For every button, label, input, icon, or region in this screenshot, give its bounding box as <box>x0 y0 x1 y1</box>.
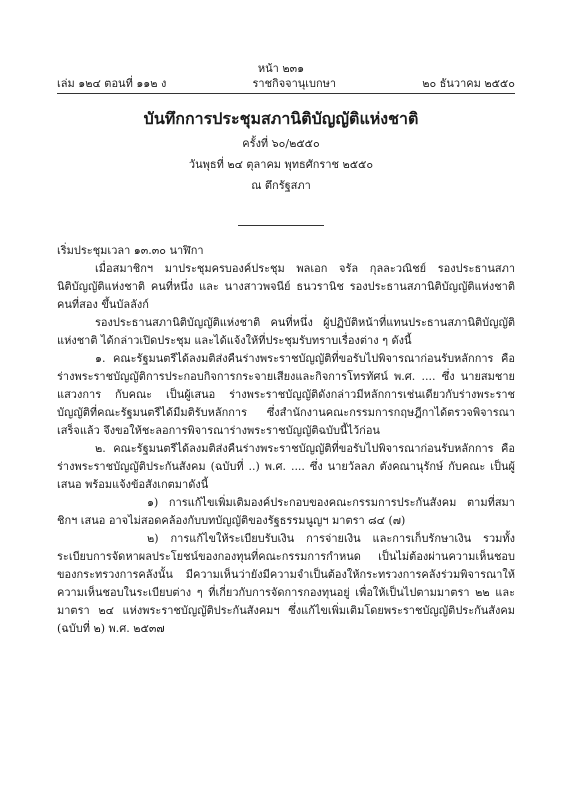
paragraph-subitem-2: ๒) การแก้ไขให้ระเบียบรับเงิน การจ่ายเงิน และการเก็บรักษาเงิน รวมทั้งระเบียบการจัดหาผลประโยชน์ของกองทุนที่คณะกรรมการกำหนด เป็นไม่ต้องผ่านความเห็นชอบของกระทรวงการคลังนั้น มีความเห็นว่ายังมีความจำเป็นต้องให้กระทรวงการคลังร่วมพิจารณาให้ความเห็นชอบในระเบียบต่าง ๆ ที่เกี่ยวกับการจัดการกองทุนอยู่ เพื่อให้เป็นไปตามมาตรา ๒๒ และ มาตรา ๒๔ แห่งพระราชบัญญัติประกันสังคมฯ ซึ่งแก้ไขเพิ่มเติมโดยพระราชบัญญัติประกันสังคม (ฉบับที่ ๒) พ.ศ. ๒๕๓๗ <box>57 532 515 635</box>
meeting-number: ครั้งที่ ๖๐/๒๕๕๐ <box>242 137 320 150</box>
start-time: เริ่มประชุมเวลา ๑๓.๓๐ นาฬิกา <box>57 244 204 257</box>
paragraph-announcement: รองประธานสภานิติบัญญัติแห่งชาติ คนที่หนึ่ง ผู้ปฏิบัติหน้าที่แทนประธานสภานิติบัญญัติแห่งชาติ ได้กล่าวเปิดประชุม และได้แจ้งให้ที่ประชุมรับทราบเรื่องต่าง ๆ ดังนี้ <box>57 316 515 347</box>
document-title: บันทึกการประชุมสภานิติบัญญัติแห่งชาติ <box>143 109 419 128</box>
meeting-date: วันพุธที่ ๒๔ ตุลาคม พุทธศักราช ๒๕๕๐ <box>188 158 374 171</box>
paragraph-opening: เมื่อสมาชิกฯ มาประชุมครบองค์ประชุม พลเอก จรัล กุลละวณิชย์ รองประธานสภานิติบัญญัติแห่งชาติ คนที่หนึ่ง และ นางสาวพจนีย์ ธนวรานิช รองประธานสภานิติบัญญัติแห่งชาติ คนที่สอง ขึ้นบัลลังก์ <box>57 262 515 311</box>
header-volume: เล่ม ๑๒๔ ตอนที่ ๑๑๒ ง <box>57 77 167 90</box>
page-number: หน้า ๒๓๑ <box>257 62 305 75</box>
gazette-header <box>57 75 515 93</box>
document-body <box>57 242 515 638</box>
paragraph-item-1: ๑. คณะรัฐมนตรีได้ลงมติส่งคืนร่างพระราชบัญญัติที่ขอรับไปพิจารณาก่อนรับหลักการ คือ ร่างพระราชบัญญัติการประกอบกิจการกระจายเสียงและกิจการโทรทัศน์ พ.ศ. .... ซึ่ง นายสมชาย แสวงการ กับคณะ เป็นผู้เสนอ ร่างพระราชบัญญัติดังกล่าวมีหลักการเช่นเดียวกับร่างพระราชบัญญัติที่คณะรัฐมนตรีได้มีมติรับหลักการ ซึ่งสำนักงานคณะกรรมการกฤษฎีกาได้ตรวจพิจารณาเสร็จแล้ว จึงขอให้ชะลอการพิจารณาร่างพระราชบัญญัติฉบับนี้ไว้ก่อน <box>57 352 515 437</box>
header-divider <box>57 93 515 94</box>
header-date: ๒๐ ธันวาคม ๒๕๕๐ <box>422 77 515 90</box>
meeting-location: ณ ตึกรัฐสภา <box>251 179 311 192</box>
paragraph-item-2: ๒. คณะรัฐมนตรีได้ลงมติส่งคืนร่างพระราชบัญญัติที่ขอรับไปพิจารณาก่อนรับหลักการ คือ ร่างพระราชบัญญัติประกันสังคม (ฉบับที่ ..) พ.ศ. .... ซึ่ง นายวัลลภ ตังคณานุรักษ์ กับคณะ เป็นผู้เสนอ พร้อมแจ้งข้อสังเกตมาดังนี้ <box>57 442 515 491</box>
paragraph-subitem-1: ๑) การแก้ไขเพิ่มเติมองค์ประกอบของคณะกรรมการประกันสังคม ตามที่สมาชิกฯ เสนอ อาจไม่สอดคล้องกับบทบัญญัติของรัฐธรรมนูญฯ มาตรา ๘๔ (๗) <box>57 496 515 527</box>
section-divider <box>238 225 324 226</box>
header-gazette-name: ราชกิจจานุเบกษา <box>252 77 337 90</box>
